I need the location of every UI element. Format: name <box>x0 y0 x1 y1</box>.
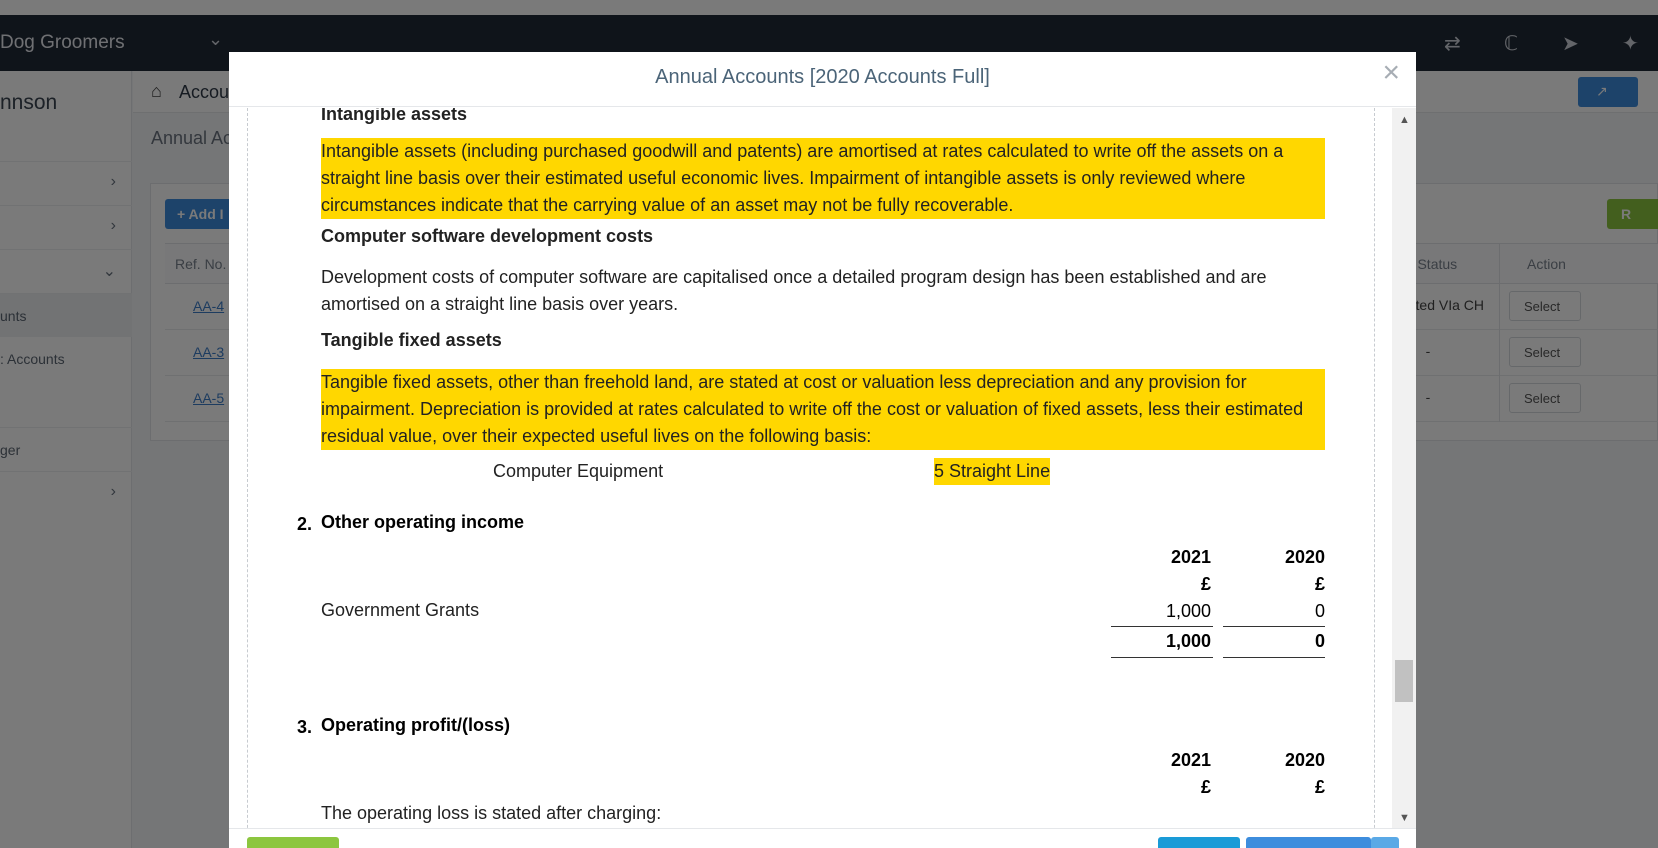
year-2020-header: 2020 <box>1284 750 1325 770</box>
total-rule <box>1223 657 1325 658</box>
operating-profit-heading: Operating profit/(loss) <box>321 715 510 735</box>
section-number: 2. <box>297 514 313 534</box>
modal-title: Annual Accounts [2020 Accounts Full] <box>655 66 990 88</box>
footer-button-primary[interactable] <box>1246 837 1371 848</box>
currency-header: £ <box>1314 574 1325 594</box>
subtotal-rule <box>1223 626 1325 627</box>
year-2020-header: 2020 <box>1284 547 1325 567</box>
total-2021: 1,000 <box>1165 631 1211 651</box>
intangible-assets-heading: Intangible assets <box>321 108 468 124</box>
currency-header: £ <box>1200 574 1211 594</box>
other-operating-income-heading: Other operating income <box>321 512 525 532</box>
section-number: 3. <box>297 717 313 737</box>
footer-button-blue[interactable] <box>1158 837 1240 848</box>
government-grants-2021: 1,000 <box>1165 601 1211 621</box>
footer-button-dropdown[interactable] <box>1371 837 1399 848</box>
total-2020: 0 <box>1314 631 1325 651</box>
year-2021-header: 2021 <box>1170 547 1211 567</box>
modal-footer <box>229 828 1416 848</box>
depreciation-basis: 5 Straight Line <box>934 458 1050 485</box>
tangible-assets-text: Tangible fixed assets, other than freehold land, are stated at cost or valuation less depreciation and any provision for impairment. Depreciation is provided at rates calculated to write off the cost or valuation of fixed assets, less their estimated residual value, over their expected useful lives on the following basis: <box>321 369 1325 450</box>
total-rule <box>1111 657 1213 658</box>
operating-loss-intro: The operating loss is stated after charging: <box>321 803 662 823</box>
subtotal-rule <box>1111 626 1213 627</box>
government-grants-2020: 0 <box>1314 601 1325 621</box>
scroll-down-icon[interactable]: ▼ <box>1399 812 1410 824</box>
government-grants-label: Government Grants <box>321 600 480 620</box>
modal-body <box>229 108 1416 848</box>
depreciation-asset: Computer Equipment <box>493 461 664 481</box>
software-costs-text: Development costs of computer software are capitalised once a detailed program design has been established and are amortised on a straight line basis over years. <box>321 267 1267 314</box>
software-costs-heading: Computer software development costs <box>321 226 654 246</box>
year-2021-header: 2021 <box>1170 750 1211 770</box>
annual-accounts-modal <box>229 52 1416 848</box>
document-page <box>247 108 1375 848</box>
tangible-assets-heading: Tangible fixed assets <box>321 330 502 350</box>
modal-header <box>229 52 1416 107</box>
footer-button-green[interactable] <box>247 837 339 848</box>
close-icon[interactable]: × <box>1382 56 1400 89</box>
scroll-up-icon[interactable]: ▲ <box>1399 114 1410 126</box>
currency-header: £ <box>1200 777 1211 797</box>
scrollbar-thumb[interactable] <box>1395 660 1413 702</box>
modal-scrollbar[interactable] <box>1392 108 1416 828</box>
currency-header: £ <box>1314 777 1325 797</box>
intangible-assets-text: Intangible assets (including purchased goodwill and patents) are amortised at rates calculated to write off the assets on a straight line basis over their estimated useful economic lives. Impairment of intangible assets is only reviewed where circumstances indicate that the carrying value of an asset may not be fully recoverable. <box>321 138 1325 219</box>
